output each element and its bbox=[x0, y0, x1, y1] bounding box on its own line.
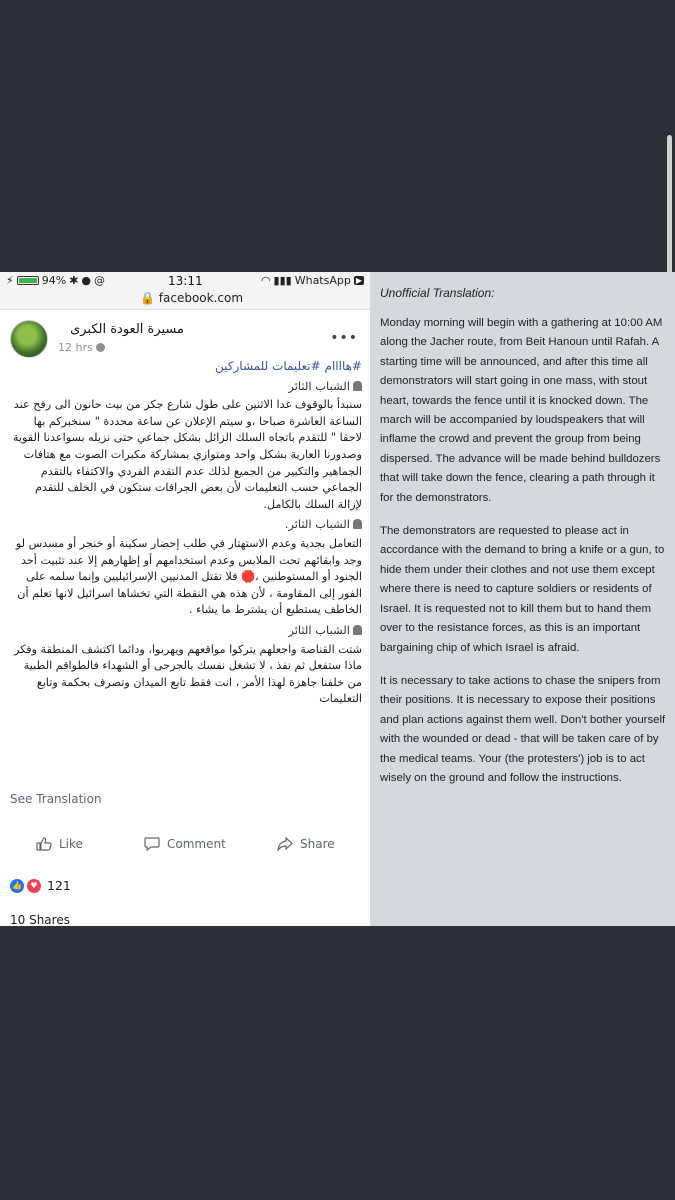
post-paragraph: سنبدأ بالوقوف غدا الاثنين على طول شارع جكر من بيت حانون الى رفح عند الساعة العاشرة صباحا ،و سيتم الإعلان عن ساعة محددة " سنخبركم بها لاحقا " للتقدم باتجاه السلك الزائل بشكل جماعي حتى نزيله بسواعدنا القوية وصدورنا العارية بشكل واحد ومتوازي بمشاركة مكبرات الصوت مع هتافات الجماهير والتكبير من الجميع لذلك عدم التقدم الفردي والاكتفاء بالتقدم الجماعي حسب التعليمات لأن بعض الجرافات ستكون في الخلف للتقدم لإزالة السلك بالكامل. bbox=[12, 398, 362, 511]
page-name[interactable]: مسيرة العودة الكبرى bbox=[70, 322, 184, 337]
battery-percent: 94% bbox=[41, 274, 67, 287]
user-icon bbox=[353, 625, 362, 635]
translation-panel bbox=[370, 272, 675, 926]
translation-paragraph: The demonstrators are requested to please act in accordance with the demand to bring a knife or a gun, to hide them under their clothes and not use them except where there is need to capture soldiers or residents of Israel. It is requested not to kill them but to hand them over to the resistance forces, as this is an important bargaining chip of which Israel is afraid. bbox=[380, 525, 665, 654]
post-paragraph: التعامل بجدية وعدم الاستهتار في طلب إحضار سكينة أو خنجر أو مسدس لو وجد وابقائهم تحت الملابس وعدم استخدامهم أو إظهارهم إلا عند تثبيت أحد الجنود أو المستوطنين ،🛑 فلا تقتل المدنيين الإسرائيليين وإنما سلمه على الفور إلى المقاومة ، لأن هذه هي النقطة التي تخشاها اسرائيل لانها تعلم أن الخاطف يستطيع أن يشترط ما يشاء . bbox=[15, 536, 362, 617]
page-avatar[interactable] bbox=[10, 320, 48, 358]
back-app-label[interactable]: WhatsApp bbox=[294, 274, 351, 287]
share-icon bbox=[277, 837, 293, 851]
post-hashtags[interactable]: #هاااام #تعليمات للمشاركين bbox=[215, 359, 362, 373]
more-options-icon[interactable]: ••• bbox=[330, 330, 358, 346]
screenshot-composite bbox=[0, 272, 675, 926]
phone-status-bar bbox=[0, 272, 370, 310]
at-icon: @ bbox=[94, 274, 106, 287]
back-arrow-icon[interactable]: ▶ bbox=[355, 276, 362, 285]
translation-paragraph: It is necessary to take actions to chase the snipers from their positions. It is necessary to expose their positions and plan actions against them well. Don't bother yourself with the wounded or dead - that will be taken care of by the medical teams. Your (the protesters') job is to act wisely on the ground and follow the instructions. bbox=[380, 674, 666, 784]
translation-title: Unofficial Translation: bbox=[380, 286, 495, 300]
charging-icon: ⚡ bbox=[6, 274, 14, 287]
share-button[interactable]: Share bbox=[277, 837, 335, 851]
status-right bbox=[261, 274, 364, 287]
moon-icon: ● bbox=[81, 274, 92, 287]
post-paragraph: شتت القناصة واجعلهم يتركوا مواقعهم ويهربوا، ودائما اكتشف المنطقة وفكر ماذا ستفعل ثم نفذ ، لا تشغل نفسك بالجرحى أو الشهداء فالطواقم الطبية من خلفنا جاهزة لهذا الأمر ، انت فقط تابع الميدان وتصرف بحكمة وتابع التعليمات bbox=[13, 642, 362, 706]
section-heading: الشباب الثائر bbox=[8, 378, 362, 395]
reaction-count: 121 bbox=[47, 878, 71, 893]
url-text: facebook.com bbox=[158, 291, 244, 305]
bluetooth-icon: ✱ bbox=[69, 274, 79, 287]
thumbs-up-icon bbox=[36, 837, 52, 851]
status-time: 13:11 bbox=[168, 274, 203, 288]
comment-icon bbox=[144, 837, 160, 851]
like-button[interactable]: Like bbox=[36, 837, 83, 851]
facebook-post bbox=[0, 310, 370, 926]
see-translation-link[interactable]: See Translation bbox=[10, 792, 102, 806]
section-heading: الشباب الثائر bbox=[8, 622, 362, 639]
share-count[interactable]: 10 Shares bbox=[10, 913, 70, 926]
signal-icon: ▮▮▮ bbox=[273, 274, 292, 287]
wifi-icon: ◠ bbox=[260, 274, 271, 287]
comment-button[interactable]: Comment bbox=[144, 837, 226, 851]
translation-paragraph: Monday morning will begin with a gathering at 10:00 AM along the Jacher route, from Beit Hanoun until Rafah. A starting time will be announced, and after this time all demonstrators will start going in one mass, with stout heart, towards the fence until it is knocked down. The march will be accompanied by loudspeakers that will inflame the crowd and prevent the group from being dispersed. The advance will be made behind bulldozers that will take down the fence, clearing a path through it for the demonstrators. bbox=[380, 317, 663, 504]
post-body bbox=[8, 358, 362, 711]
lock-icon: 🔒 bbox=[140, 291, 155, 305]
post-header bbox=[0, 310, 370, 362]
facebook-post-screenshot bbox=[0, 272, 370, 926]
status-left bbox=[6, 274, 105, 287]
section-heading: الشباب الثائر. bbox=[8, 516, 362, 533]
user-icon bbox=[353, 381, 362, 391]
user-icon bbox=[353, 519, 362, 529]
post-timestamp[interactable]: 12 hrs bbox=[58, 341, 105, 354]
reaction-summary[interactable] bbox=[10, 878, 71, 893]
post-actions bbox=[0, 837, 370, 859]
globe-icon bbox=[96, 343, 105, 352]
battery-icon bbox=[17, 276, 39, 285]
url-bar[interactable] bbox=[140, 291, 243, 305]
like-reaction-icon: 👍 bbox=[10, 879, 24, 893]
love-reaction-icon: ♥ bbox=[27, 879, 41, 893]
